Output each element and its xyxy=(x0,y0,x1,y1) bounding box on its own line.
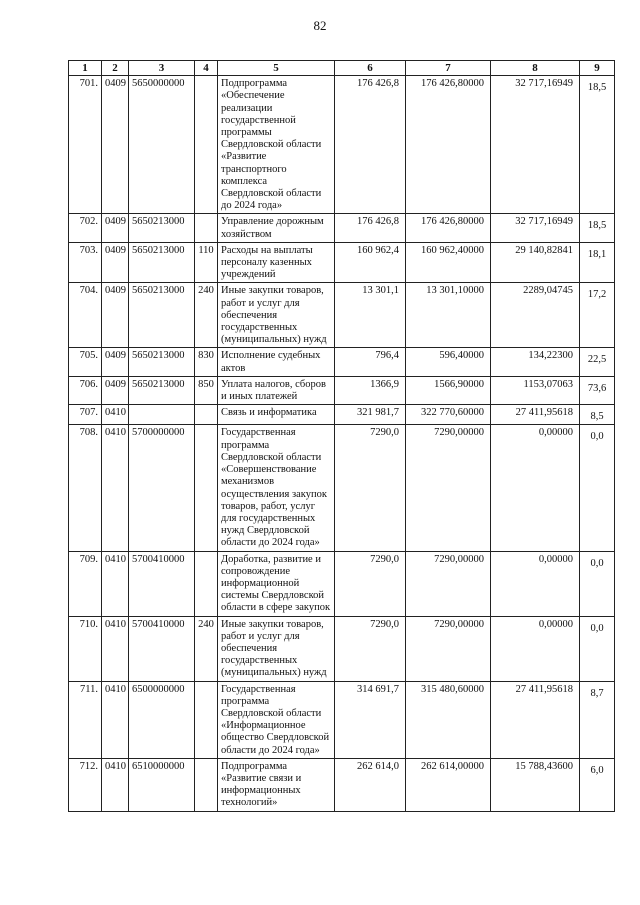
item-name-cell: Государственная программа Свердловской области «Совершенствование механизмов осуществления закупок товаров, работ, услуг для государственных нужд Свердловской области до 2024 года» xyxy=(218,425,335,551)
table-row xyxy=(69,76,615,214)
expense-type-code-cell xyxy=(195,758,218,811)
refined-amount-cell: 315 480,60000 xyxy=(406,681,491,758)
row-number-cell: 708. xyxy=(69,425,102,551)
expense-type-code-cell: 830 xyxy=(195,348,218,376)
expense-type-code-cell xyxy=(195,214,218,242)
target-code-cell: 5700000000 xyxy=(129,425,195,551)
executed-amount-cell: 29 140,82841 xyxy=(491,242,580,283)
section-code-cell: 0409 xyxy=(102,376,129,404)
executed-amount-cell: 15 788,43600 xyxy=(491,758,580,811)
approved-amount-cell: 321 981,7 xyxy=(335,405,406,425)
expense-type-code-cell xyxy=(195,405,218,425)
refined-amount-cell: 1566,90000 xyxy=(406,376,491,404)
column-header: 5 xyxy=(218,61,335,76)
refined-amount-cell: 596,40000 xyxy=(406,348,491,376)
column-header: 8 xyxy=(491,61,580,76)
item-name-cell: Уплата налогов, сборов и иных платежей xyxy=(218,376,335,404)
section-code-cell: 0409 xyxy=(102,76,129,214)
target-code-cell: 5650213000 xyxy=(129,242,195,283)
table-row xyxy=(69,758,615,811)
item-name-cell: Доработка, развитие и сопровождение информационной системы Свердловской области в сфере закупок xyxy=(218,551,335,616)
executed-amount-cell: 0,00000 xyxy=(491,425,580,551)
table-body xyxy=(69,76,615,811)
row-number-cell: 711. xyxy=(69,681,102,758)
approved-amount-cell: 7290,0 xyxy=(335,425,406,551)
target-code-cell: 5650000000 xyxy=(129,76,195,214)
item-name-cell: Подпрограмма «Обеспечение реализации государственной программы Свердловской области «Развитие транспортного комплекса Свердловской области до 2024 года» xyxy=(218,76,335,214)
expense-type-code-cell: 240 xyxy=(195,283,218,348)
table-row xyxy=(69,283,615,348)
executed-amount-cell: 0,00000 xyxy=(491,551,580,616)
refined-amount-cell: 160 962,40000 xyxy=(406,242,491,283)
executed-amount-cell: 1153,07063 xyxy=(491,376,580,404)
section-code-cell: 0409 xyxy=(102,283,129,348)
column-header: 3 xyxy=(129,61,195,76)
executed-amount-cell: 0,00000 xyxy=(491,616,580,681)
section-code-cell: 0409 xyxy=(102,214,129,242)
executed-amount-cell: 134,22300 xyxy=(491,348,580,376)
execution-percent-cell: 22,5 xyxy=(580,348,615,376)
section-code-cell: 0409 xyxy=(102,348,129,376)
approved-amount-cell: 262 614,0 xyxy=(335,758,406,811)
approved-amount-cell: 314 691,7 xyxy=(335,681,406,758)
item-name-cell: Расходы на выплаты персоналу казенных учреждений xyxy=(218,242,335,283)
section-code-cell: 0410 xyxy=(102,405,129,425)
expense-type-code-cell xyxy=(195,551,218,616)
refined-amount-cell: 7290,00000 xyxy=(406,425,491,551)
target-code-cell: 5650213000 xyxy=(129,348,195,376)
table-row xyxy=(69,214,615,242)
refined-amount-cell: 7290,00000 xyxy=(406,551,491,616)
expense-type-code-cell: 850 xyxy=(195,376,218,404)
item-name-cell: Подпрограмма «Развитие связи и информационных технологий» xyxy=(218,758,335,811)
row-number-cell: 707. xyxy=(69,405,102,425)
item-name-cell: Исполнение судебных актов xyxy=(218,348,335,376)
item-name-cell: Государственная программа Свердловской области «Информационное общество Свердловской области до 2024 года» xyxy=(218,681,335,758)
item-name-cell: Иные закупки товаров, работ и услуг для обеспечения государственных (муниципальных) нужд xyxy=(218,283,335,348)
approved-amount-cell: 7290,0 xyxy=(335,551,406,616)
table-row xyxy=(69,348,615,376)
refined-amount-cell: 176 426,80000 xyxy=(406,76,491,214)
row-number-cell: 705. xyxy=(69,348,102,376)
approved-amount-cell: 13 301,1 xyxy=(335,283,406,348)
target-code-cell: 5700410000 xyxy=(129,551,195,616)
expense-type-code-cell: 240 xyxy=(195,616,218,681)
target-code-cell: 5650213000 xyxy=(129,376,195,404)
refined-amount-cell: 13 301,10000 xyxy=(406,283,491,348)
row-number-cell: 712. xyxy=(69,758,102,811)
approved-amount-cell: 7290,0 xyxy=(335,616,406,681)
target-code-cell xyxy=(129,405,195,425)
refined-amount-cell: 322 770,60000 xyxy=(406,405,491,425)
execution-percent-cell: 18,1 xyxy=(580,242,615,283)
section-code-cell: 0409 xyxy=(102,242,129,283)
approved-amount-cell: 176 426,8 xyxy=(335,214,406,242)
item-name-cell: Связь и информатика xyxy=(218,405,335,425)
execution-percent-cell: 0,0 xyxy=(580,425,615,551)
expense-type-code-cell xyxy=(195,681,218,758)
page-number: 82 xyxy=(313,18,327,33)
item-name-cell: Иные закупки товаров, работ и услуг для обеспечения государственных (муниципальных) нужд xyxy=(218,616,335,681)
executed-amount-cell: 32 717,16949 xyxy=(491,214,580,242)
refined-amount-cell: 262 614,00000 xyxy=(406,758,491,811)
section-code-cell: 0410 xyxy=(102,758,129,811)
executed-amount-cell: 2289,04745 xyxy=(491,283,580,348)
table-row xyxy=(69,551,615,616)
table-row xyxy=(69,405,615,425)
column-header: 6 xyxy=(335,61,406,76)
row-number-cell: 704. xyxy=(69,283,102,348)
target-code-cell: 5650213000 xyxy=(129,214,195,242)
column-header: 2 xyxy=(102,61,129,76)
executed-amount-cell: 27 411,95618 xyxy=(491,681,580,758)
execution-percent-cell: 6,0 xyxy=(580,758,615,811)
column-header: 7 xyxy=(406,61,491,76)
table-row xyxy=(69,242,615,283)
row-number-cell: 701. xyxy=(69,76,102,214)
approved-amount-cell: 1366,9 xyxy=(335,376,406,404)
execution-percent-cell: 8,7 xyxy=(580,681,615,758)
section-code-cell: 0410 xyxy=(102,425,129,551)
execution-percent-cell: 73,6 xyxy=(580,376,615,404)
column-header: 9 xyxy=(580,61,615,76)
target-code-cell: 5650213000 xyxy=(129,283,195,348)
approved-amount-cell: 176 426,8 xyxy=(335,76,406,214)
row-number-cell: 709. xyxy=(69,551,102,616)
table-row xyxy=(69,425,615,551)
execution-percent-cell: 0,0 xyxy=(580,551,615,616)
row-number-cell: 702. xyxy=(69,214,102,242)
row-number-cell: 706. xyxy=(69,376,102,404)
item-name-cell: Управление дорожным хозяйством xyxy=(218,214,335,242)
execution-percent-cell: 18,5 xyxy=(580,76,615,214)
section-code-cell: 0410 xyxy=(102,551,129,616)
target-code-cell: 6500000000 xyxy=(129,681,195,758)
execution-percent-cell: 17,2 xyxy=(580,283,615,348)
table-row xyxy=(69,681,615,758)
execution-percent-cell: 18,5 xyxy=(580,214,615,242)
target-code-cell: 6510000000 xyxy=(129,758,195,811)
row-number-cell: 703. xyxy=(69,242,102,283)
executed-amount-cell: 27 411,95618 xyxy=(491,405,580,425)
section-code-cell: 0410 xyxy=(102,616,129,681)
refined-amount-cell: 7290,00000 xyxy=(406,616,491,681)
table-row xyxy=(69,616,615,681)
approved-amount-cell: 796,4 xyxy=(335,348,406,376)
target-code-cell: 5700410000 xyxy=(129,616,195,681)
table-row xyxy=(69,376,615,404)
expense-type-code-cell xyxy=(195,425,218,551)
section-code-cell: 0410 xyxy=(102,681,129,758)
column-header: 4 xyxy=(195,61,218,76)
expense-type-code-cell: 110 xyxy=(195,242,218,283)
approved-amount-cell: 160 962,4 xyxy=(335,242,406,283)
execution-percent-cell: 0,0 xyxy=(580,616,615,681)
executed-amount-cell: 32 717,16949 xyxy=(491,76,580,214)
expense-type-code-cell xyxy=(195,76,218,214)
row-number-cell: 710. xyxy=(69,616,102,681)
column-header: 1 xyxy=(69,61,102,76)
budget-table xyxy=(68,60,615,812)
refined-amount-cell: 176 426,80000 xyxy=(406,214,491,242)
execution-percent-cell: 8,5 xyxy=(580,405,615,425)
header-row xyxy=(69,61,615,76)
